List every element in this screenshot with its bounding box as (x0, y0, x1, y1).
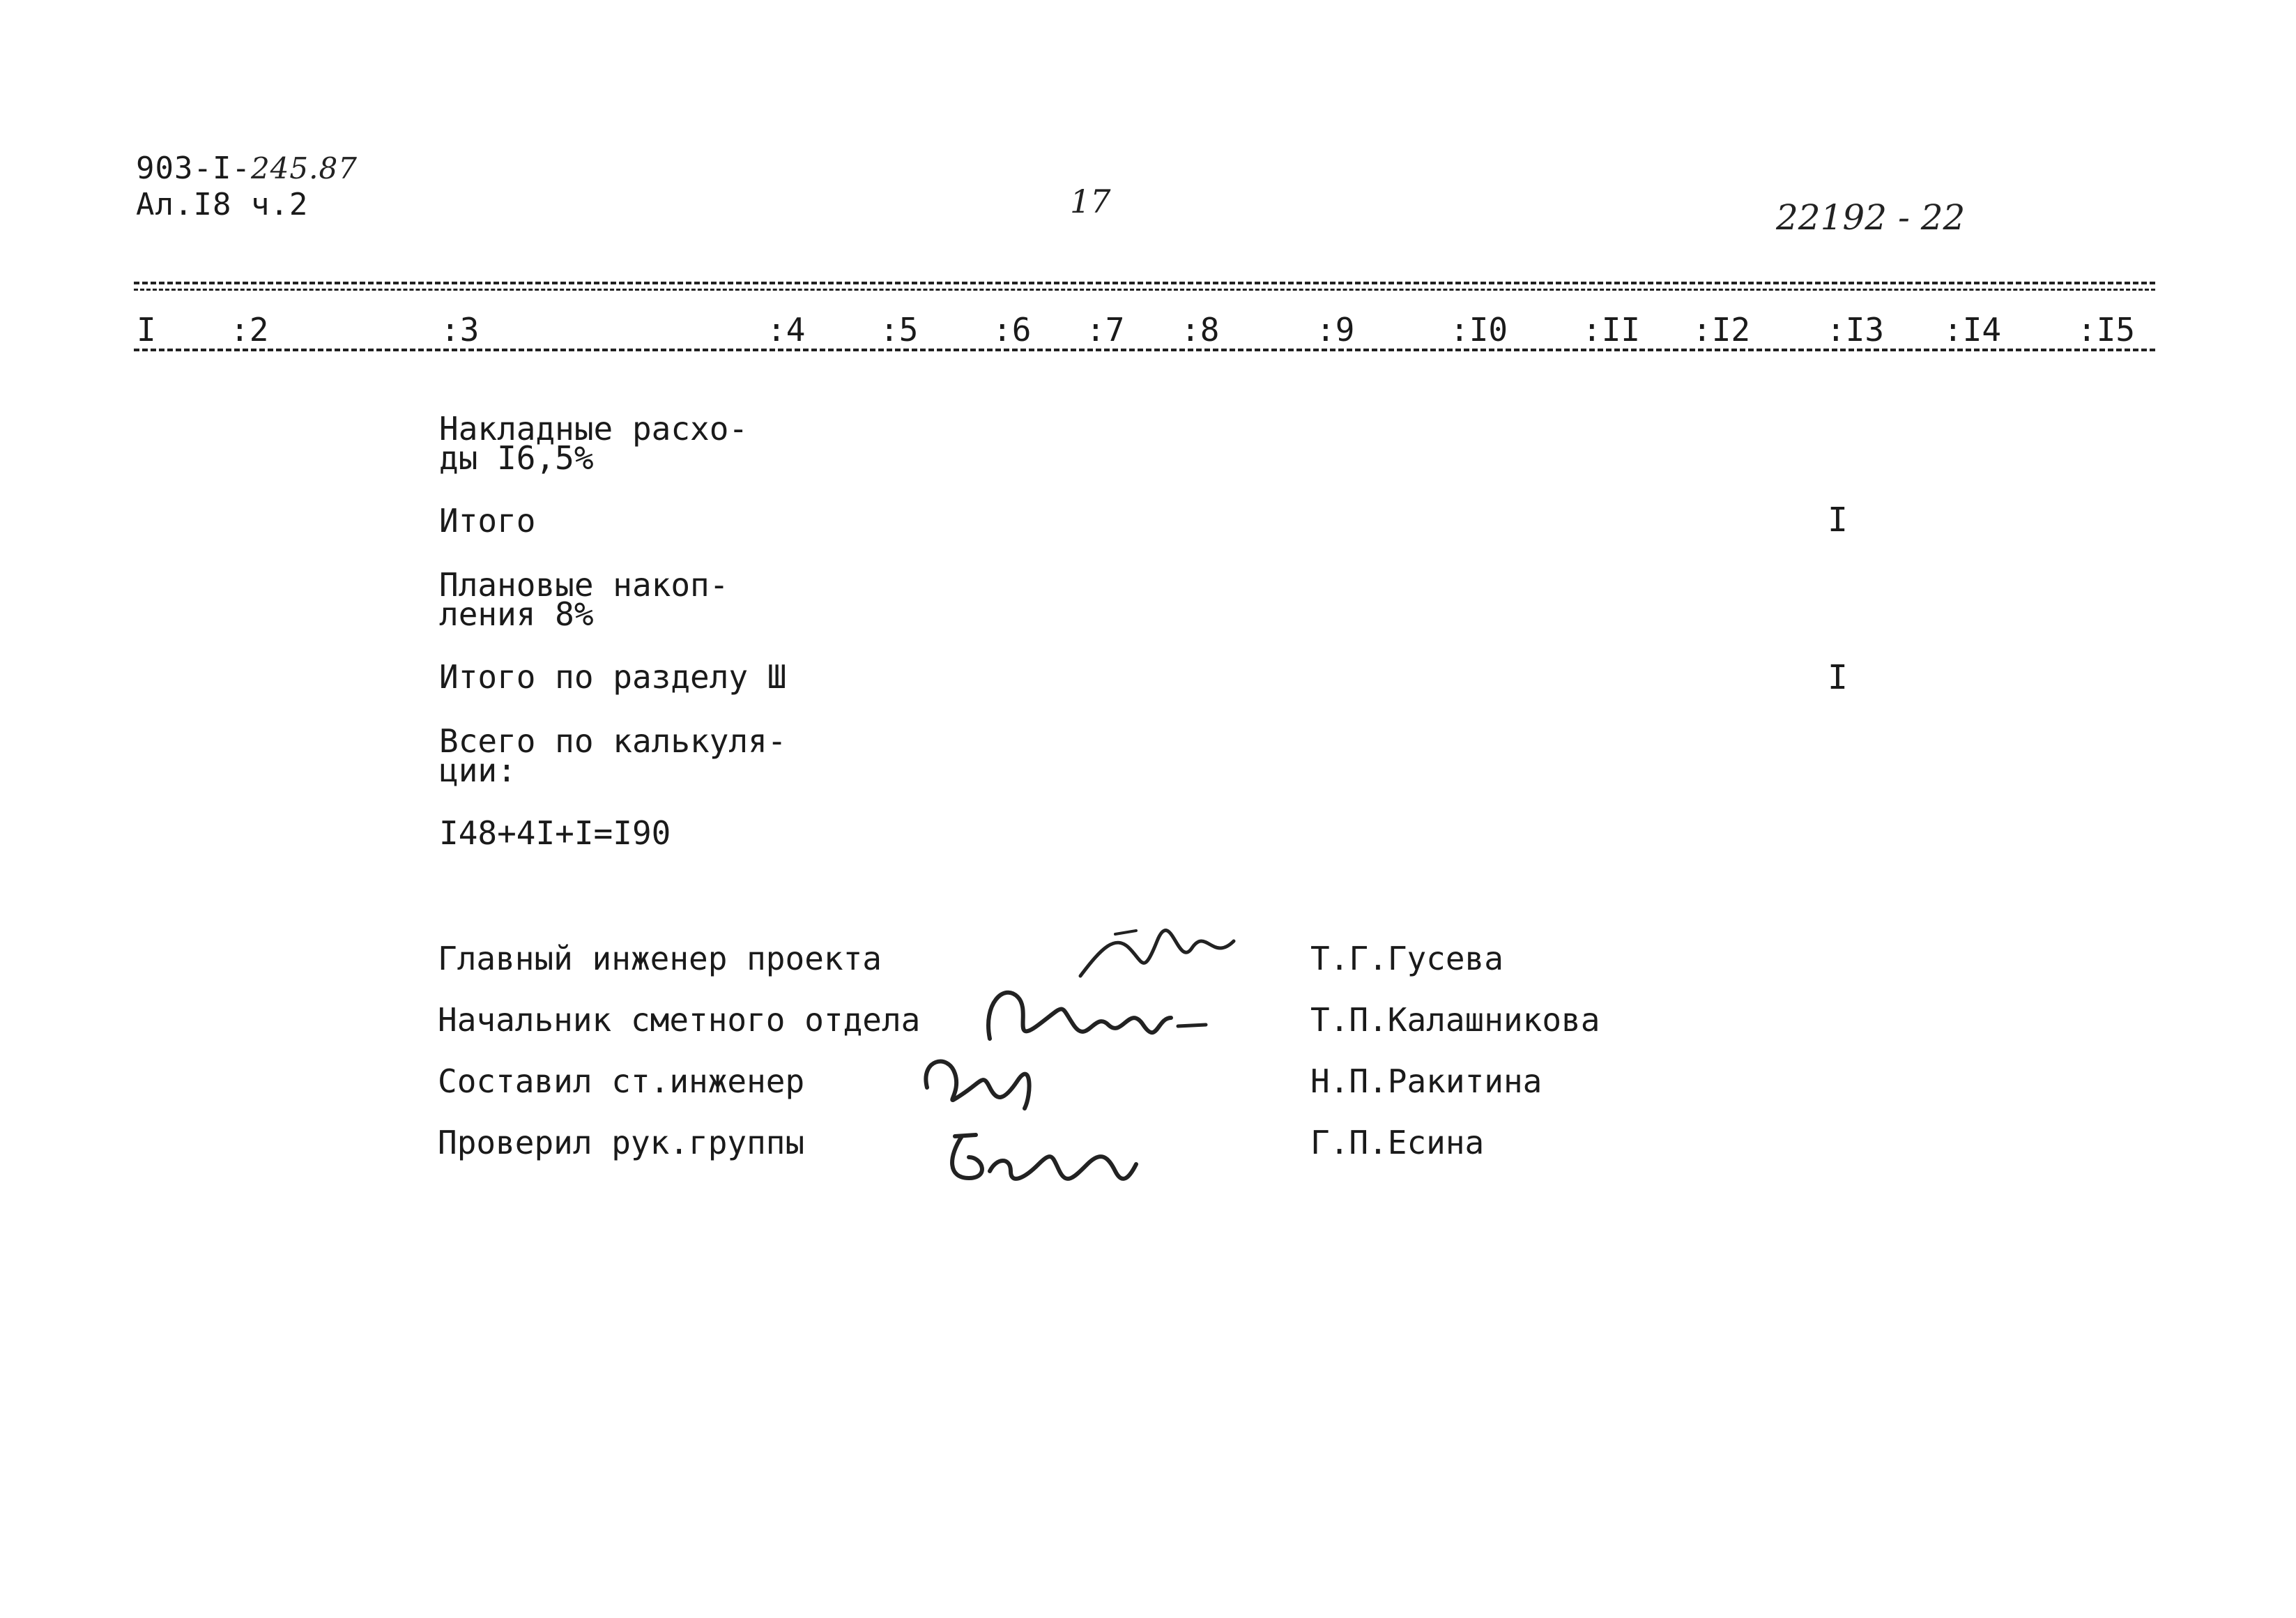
column-1-label: I (137, 311, 156, 349)
doc-code-printed: 903-I- (136, 151, 251, 186)
header-bottom-rule (134, 349, 2155, 351)
column-10-label: :I0 (1450, 311, 1508, 349)
row-overhead-line1: Накладные расхо- (439, 410, 749, 448)
row-overhead (439, 410, 749, 477)
signature-role-compiled-by: Составил ст.инженер (438, 1062, 805, 1100)
column-5-label: :5 (880, 311, 919, 349)
archive-number: 22192 - 22 (1776, 197, 1966, 238)
row-overhead-line2: ды I6,5% (439, 439, 594, 477)
top-rule (134, 282, 2155, 284)
column-12-label: :I2 (1692, 311, 1751, 349)
doc-code (136, 153, 358, 184)
column-6-label: :6 (993, 311, 1032, 349)
column-11-label: :II (1582, 311, 1641, 349)
signature-name-checked-by: Г.П.Есина (1310, 1124, 1485, 1161)
row-planned-savings-line2: ления 8% (439, 595, 594, 633)
row-planned-savings-line1: Плановые накоп- (439, 566, 729, 604)
signature-role-estimate-head: Начальник сметного отдела (438, 1001, 921, 1039)
doc-code-handwritten: 245.87 (250, 151, 358, 185)
row-calculation-formula: I48+4I+I=I90 (439, 814, 671, 852)
row-grand-total (439, 722, 787, 789)
signature-role-chief-engineer: Главный инженер проекта (438, 940, 882, 977)
row-section-total-col13: I (1828, 658, 1848, 697)
signature-name-compiled-by: Н.П.Ракитина (1310, 1062, 1543, 1100)
row-subtotal-label: Итого (439, 502, 536, 540)
row-section-total-label: Итого по разделу Ш (439, 658, 787, 696)
column-15-label: :I5 (2077, 311, 2136, 349)
row-planned-savings (439, 566, 729, 633)
row-grand-total-line2: ции: (439, 751, 516, 789)
column-7-label: :7 (1086, 311, 1125, 349)
top-rule-second (134, 289, 2155, 291)
row-calculation (439, 814, 671, 852)
sheet-ref: Ал.I8 ч.2 (136, 187, 309, 222)
handwritten-signature-2 (976, 976, 1213, 1053)
row-section-total (439, 658, 787, 696)
column-9-label: :9 (1316, 311, 1355, 349)
row-subtotal-col13: I (1828, 501, 1848, 540)
handwritten-signature-4 (934, 1122, 1143, 1192)
signature-name-chief-engineer: Т.Г.Гусева (1310, 940, 1503, 977)
signature-role-checked-by: Проверил рук.группы (438, 1124, 805, 1161)
column-8-label: :8 (1181, 311, 1220, 349)
column-4-label: :4 (767, 311, 806, 349)
handwritten-signature-3 (913, 1046, 1039, 1115)
row-grand-total-line1: Всего по калькуля- (439, 722, 787, 760)
column-13-label: :I3 (1826, 311, 1885, 349)
column-2-label: :2 (230, 311, 269, 349)
page-number: 17 (1070, 183, 1111, 220)
row-subtotal (439, 502, 536, 540)
column-3-label: :3 (441, 311, 480, 349)
column-14-label: :I4 (1943, 311, 2002, 349)
signature-name-estimate-head: Т.П.Калашникова (1310, 1001, 1600, 1039)
